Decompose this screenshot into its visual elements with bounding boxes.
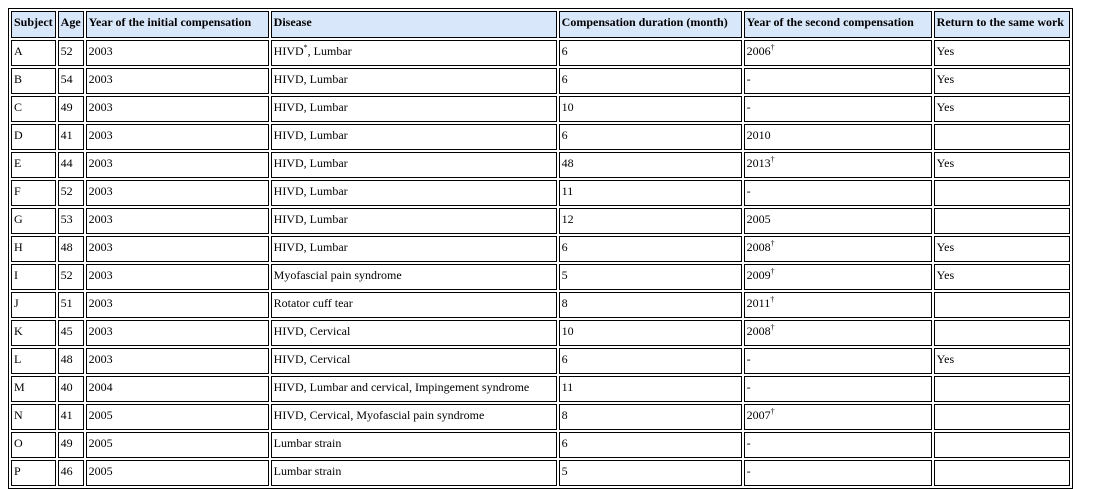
cell-return-work: Yes bbox=[934, 96, 1070, 122]
table-row bbox=[11, 236, 1070, 262]
cell-subject: C bbox=[11, 96, 56, 122]
cell-initial-year: 2003 bbox=[86, 152, 269, 178]
table-row bbox=[11, 96, 1070, 122]
second-year-text: - bbox=[746, 464, 751, 478]
cell-subject: G bbox=[11, 208, 56, 234]
disease-text: HIVD, Lumbar bbox=[273, 128, 348, 142]
cell-return-work bbox=[934, 180, 1070, 206]
second-year-text: 2008 bbox=[746, 324, 771, 338]
cell-subject: O bbox=[11, 432, 56, 458]
cell-disease bbox=[271, 208, 557, 234]
header-subject: Subject bbox=[11, 11, 56, 38]
cell-age: 54 bbox=[58, 68, 84, 94]
table-row bbox=[11, 124, 1070, 150]
cell-initial-year: 2003 bbox=[86, 68, 269, 94]
cell-return-work bbox=[934, 460, 1070, 486]
cell-disease bbox=[271, 124, 557, 150]
disease-text: Myofascial pain syndrome bbox=[273, 268, 402, 282]
cell-return-work: Yes bbox=[934, 236, 1070, 262]
cell-second-year bbox=[744, 264, 932, 290]
cell-subject: M bbox=[11, 376, 56, 402]
header-duration: Compensation duration (month) bbox=[559, 11, 742, 38]
cell-subject: E bbox=[11, 152, 56, 178]
cell-duration: 6 bbox=[559, 348, 742, 374]
disease-footnote-mark: * bbox=[303, 43, 308, 52]
second-year-text: 2013 bbox=[746, 156, 771, 170]
cell-initial-year: 2005 bbox=[86, 404, 269, 430]
cell-age: 48 bbox=[58, 236, 84, 262]
second-year-text: 2005 bbox=[746, 212, 771, 226]
table-row bbox=[11, 152, 1070, 178]
cell-age: 52 bbox=[58, 264, 84, 290]
cell-initial-year: 2004 bbox=[86, 376, 269, 402]
cell-duration: 11 bbox=[559, 180, 742, 206]
table-row bbox=[11, 68, 1070, 94]
cell-subject: D bbox=[11, 124, 56, 150]
second-year-text: 2007 bbox=[746, 408, 771, 422]
disease-text: HIVD bbox=[273, 44, 304, 58]
second-year-text: 2011 bbox=[746, 296, 771, 310]
cell-second-year bbox=[744, 152, 932, 178]
cell-age: 41 bbox=[58, 124, 84, 150]
table-row bbox=[11, 376, 1070, 402]
table-row bbox=[11, 404, 1070, 430]
cell-second-year bbox=[744, 180, 932, 206]
cell-duration: 8 bbox=[559, 404, 742, 430]
cell-second-year bbox=[744, 236, 932, 262]
disease-text: Lumbar strain bbox=[273, 436, 342, 450]
cell-initial-year: 2003 bbox=[86, 124, 269, 150]
disease-text: HIVD, Lumbar bbox=[273, 184, 348, 198]
cell-age: 49 bbox=[58, 432, 84, 458]
disease-text: HIVD, Lumbar and cervical, Impingement syndrome bbox=[273, 380, 530, 394]
cell-initial-year: 2003 bbox=[86, 96, 269, 122]
cell-return-work: Yes bbox=[934, 68, 1070, 94]
cell-subject: I bbox=[11, 264, 56, 290]
cell-initial-year: 2003 bbox=[86, 292, 269, 318]
second-year-text: 2008 bbox=[746, 240, 771, 254]
cell-return-work bbox=[934, 320, 1070, 346]
cell-return-work bbox=[934, 376, 1070, 402]
cell-initial-year: 2003 bbox=[86, 320, 269, 346]
second-year-text: - bbox=[746, 184, 751, 198]
cell-subject: F bbox=[11, 180, 56, 206]
disease-text: HIVD, Cervical bbox=[273, 324, 351, 338]
cell-age: 52 bbox=[58, 180, 84, 206]
cell-subject: N bbox=[11, 404, 56, 430]
cell-duration: 48 bbox=[559, 152, 742, 178]
table-row bbox=[11, 460, 1070, 486]
disease-text: HIVD, Lumbar bbox=[273, 72, 348, 86]
disease-text: HIVD, Lumbar bbox=[273, 240, 348, 254]
cell-duration: 6 bbox=[559, 68, 742, 94]
cell-age: 44 bbox=[58, 152, 84, 178]
cell-age: 46 bbox=[58, 460, 84, 486]
disease-text: Rotator cuff tear bbox=[273, 296, 353, 310]
cell-second-year bbox=[744, 68, 932, 94]
cell-age: 45 bbox=[58, 320, 84, 346]
cell-initial-year: 2003 bbox=[86, 180, 269, 206]
header-disease: Disease bbox=[271, 11, 557, 38]
header-age: Age bbox=[58, 11, 84, 38]
table-row bbox=[11, 320, 1070, 346]
disease-text-rest: , Lumbar bbox=[307, 44, 352, 58]
disease-text: HIVD, Cervical, Myofascial pain syndrome bbox=[273, 408, 485, 422]
cell-duration: 6 bbox=[559, 236, 742, 262]
table-row bbox=[11, 180, 1070, 206]
cell-duration: 6 bbox=[559, 40, 742, 66]
table-row bbox=[11, 348, 1070, 374]
cell-disease bbox=[271, 264, 557, 290]
cell-subject: L bbox=[11, 348, 56, 374]
cell-return-work: Yes bbox=[934, 264, 1070, 290]
disease-text: HIVD, Lumbar bbox=[273, 212, 348, 226]
cell-disease bbox=[271, 152, 557, 178]
cell-second-year bbox=[744, 432, 932, 458]
table-row bbox=[11, 264, 1070, 290]
cell-duration: 6 bbox=[559, 432, 742, 458]
second-year-footnote-mark: † bbox=[770, 295, 775, 304]
cell-age: 40 bbox=[58, 376, 84, 402]
table-header-row bbox=[11, 11, 1070, 38]
disease-text: Lumbar strain bbox=[273, 464, 342, 478]
cell-second-year bbox=[744, 292, 932, 318]
second-year-text: 2009 bbox=[746, 268, 771, 282]
cell-age: 53 bbox=[58, 208, 84, 234]
table-row bbox=[11, 40, 1070, 66]
cell-duration: 10 bbox=[559, 320, 742, 346]
cell-disease bbox=[271, 236, 557, 262]
cell-initial-year: 2003 bbox=[86, 40, 269, 66]
second-year-text: 2006 bbox=[746, 44, 771, 58]
disease-text: HIVD, Lumbar bbox=[273, 100, 348, 114]
cell-second-year bbox=[744, 40, 932, 66]
cell-age: 52 bbox=[58, 40, 84, 66]
cell-duration: 11 bbox=[559, 376, 742, 402]
compensation-table bbox=[8, 8, 1073, 489]
cell-disease bbox=[271, 348, 557, 374]
cell-disease bbox=[271, 460, 557, 486]
cell-subject: H bbox=[11, 236, 56, 262]
cell-disease bbox=[271, 376, 557, 402]
header-return-work: Return to the same work bbox=[934, 11, 1070, 38]
cell-duration: 5 bbox=[559, 264, 742, 290]
second-year-footnote-mark: † bbox=[770, 239, 775, 248]
cell-initial-year: 2005 bbox=[86, 432, 269, 458]
cell-second-year bbox=[744, 96, 932, 122]
cell-duration: 6 bbox=[559, 124, 742, 150]
cell-age: 48 bbox=[58, 348, 84, 374]
disease-text: HIVD, Lumbar bbox=[273, 156, 348, 170]
second-year-text: - bbox=[746, 436, 751, 450]
cell-second-year bbox=[744, 404, 932, 430]
cell-subject: P bbox=[11, 460, 56, 486]
cell-return-work bbox=[934, 404, 1070, 430]
cell-subject: A bbox=[11, 40, 56, 66]
cell-subject: K bbox=[11, 320, 56, 346]
cell-disease bbox=[271, 320, 557, 346]
cell-subject: B bbox=[11, 68, 56, 94]
table-row bbox=[11, 208, 1070, 234]
cell-second-year bbox=[744, 376, 932, 402]
cell-return-work: Yes bbox=[934, 348, 1070, 374]
cell-second-year bbox=[744, 208, 932, 234]
cell-initial-year: 2005 bbox=[86, 460, 269, 486]
cell-return-work: Yes bbox=[934, 40, 1070, 66]
second-year-text: 2010 bbox=[746, 128, 771, 142]
cell-disease bbox=[271, 292, 557, 318]
table-row bbox=[11, 292, 1070, 318]
cell-second-year bbox=[744, 460, 932, 486]
cell-initial-year: 2003 bbox=[86, 208, 269, 234]
cell-duration: 5 bbox=[559, 460, 742, 486]
header-initial-year: Year of the initial compensation bbox=[86, 11, 269, 38]
cell-disease bbox=[271, 180, 557, 206]
cell-disease bbox=[271, 404, 557, 430]
second-year-text: - bbox=[746, 352, 751, 366]
cell-initial-year: 2003 bbox=[86, 236, 269, 262]
cell-disease bbox=[271, 68, 557, 94]
cell-disease bbox=[271, 432, 557, 458]
cell-return-work bbox=[934, 124, 1070, 150]
cell-age: 49 bbox=[58, 96, 84, 122]
second-year-footnote-mark: † bbox=[770, 407, 775, 416]
cell-age: 41 bbox=[58, 404, 84, 430]
second-year-footnote-mark: † bbox=[770, 267, 775, 276]
table-row bbox=[11, 432, 1070, 458]
cell-second-year bbox=[744, 320, 932, 346]
cell-return-work: Yes bbox=[934, 152, 1070, 178]
cell-return-work bbox=[934, 208, 1070, 234]
second-year-text: - bbox=[746, 72, 751, 86]
cell-subject: J bbox=[11, 292, 56, 318]
cell-disease bbox=[271, 40, 557, 66]
cell-initial-year: 2003 bbox=[86, 348, 269, 374]
cell-duration: 12 bbox=[559, 208, 742, 234]
cell-second-year bbox=[744, 348, 932, 374]
second-year-footnote-mark: † bbox=[770, 155, 775, 164]
cell-duration: 10 bbox=[559, 96, 742, 122]
header-second-year: Year of the second compensation bbox=[744, 11, 932, 38]
cell-return-work bbox=[934, 432, 1070, 458]
second-year-footnote-mark: † bbox=[770, 323, 775, 332]
cell-initial-year: 2003 bbox=[86, 264, 269, 290]
cell-return-work bbox=[934, 292, 1070, 318]
cell-duration: 8 bbox=[559, 292, 742, 318]
second-year-footnote-mark: † bbox=[770, 43, 775, 52]
cell-disease bbox=[271, 96, 557, 122]
disease-text: HIVD, Cervical bbox=[273, 352, 351, 366]
second-year-text: - bbox=[746, 100, 751, 114]
second-year-text: - bbox=[746, 380, 751, 394]
cell-second-year bbox=[744, 124, 932, 150]
cell-age: 51 bbox=[58, 292, 84, 318]
